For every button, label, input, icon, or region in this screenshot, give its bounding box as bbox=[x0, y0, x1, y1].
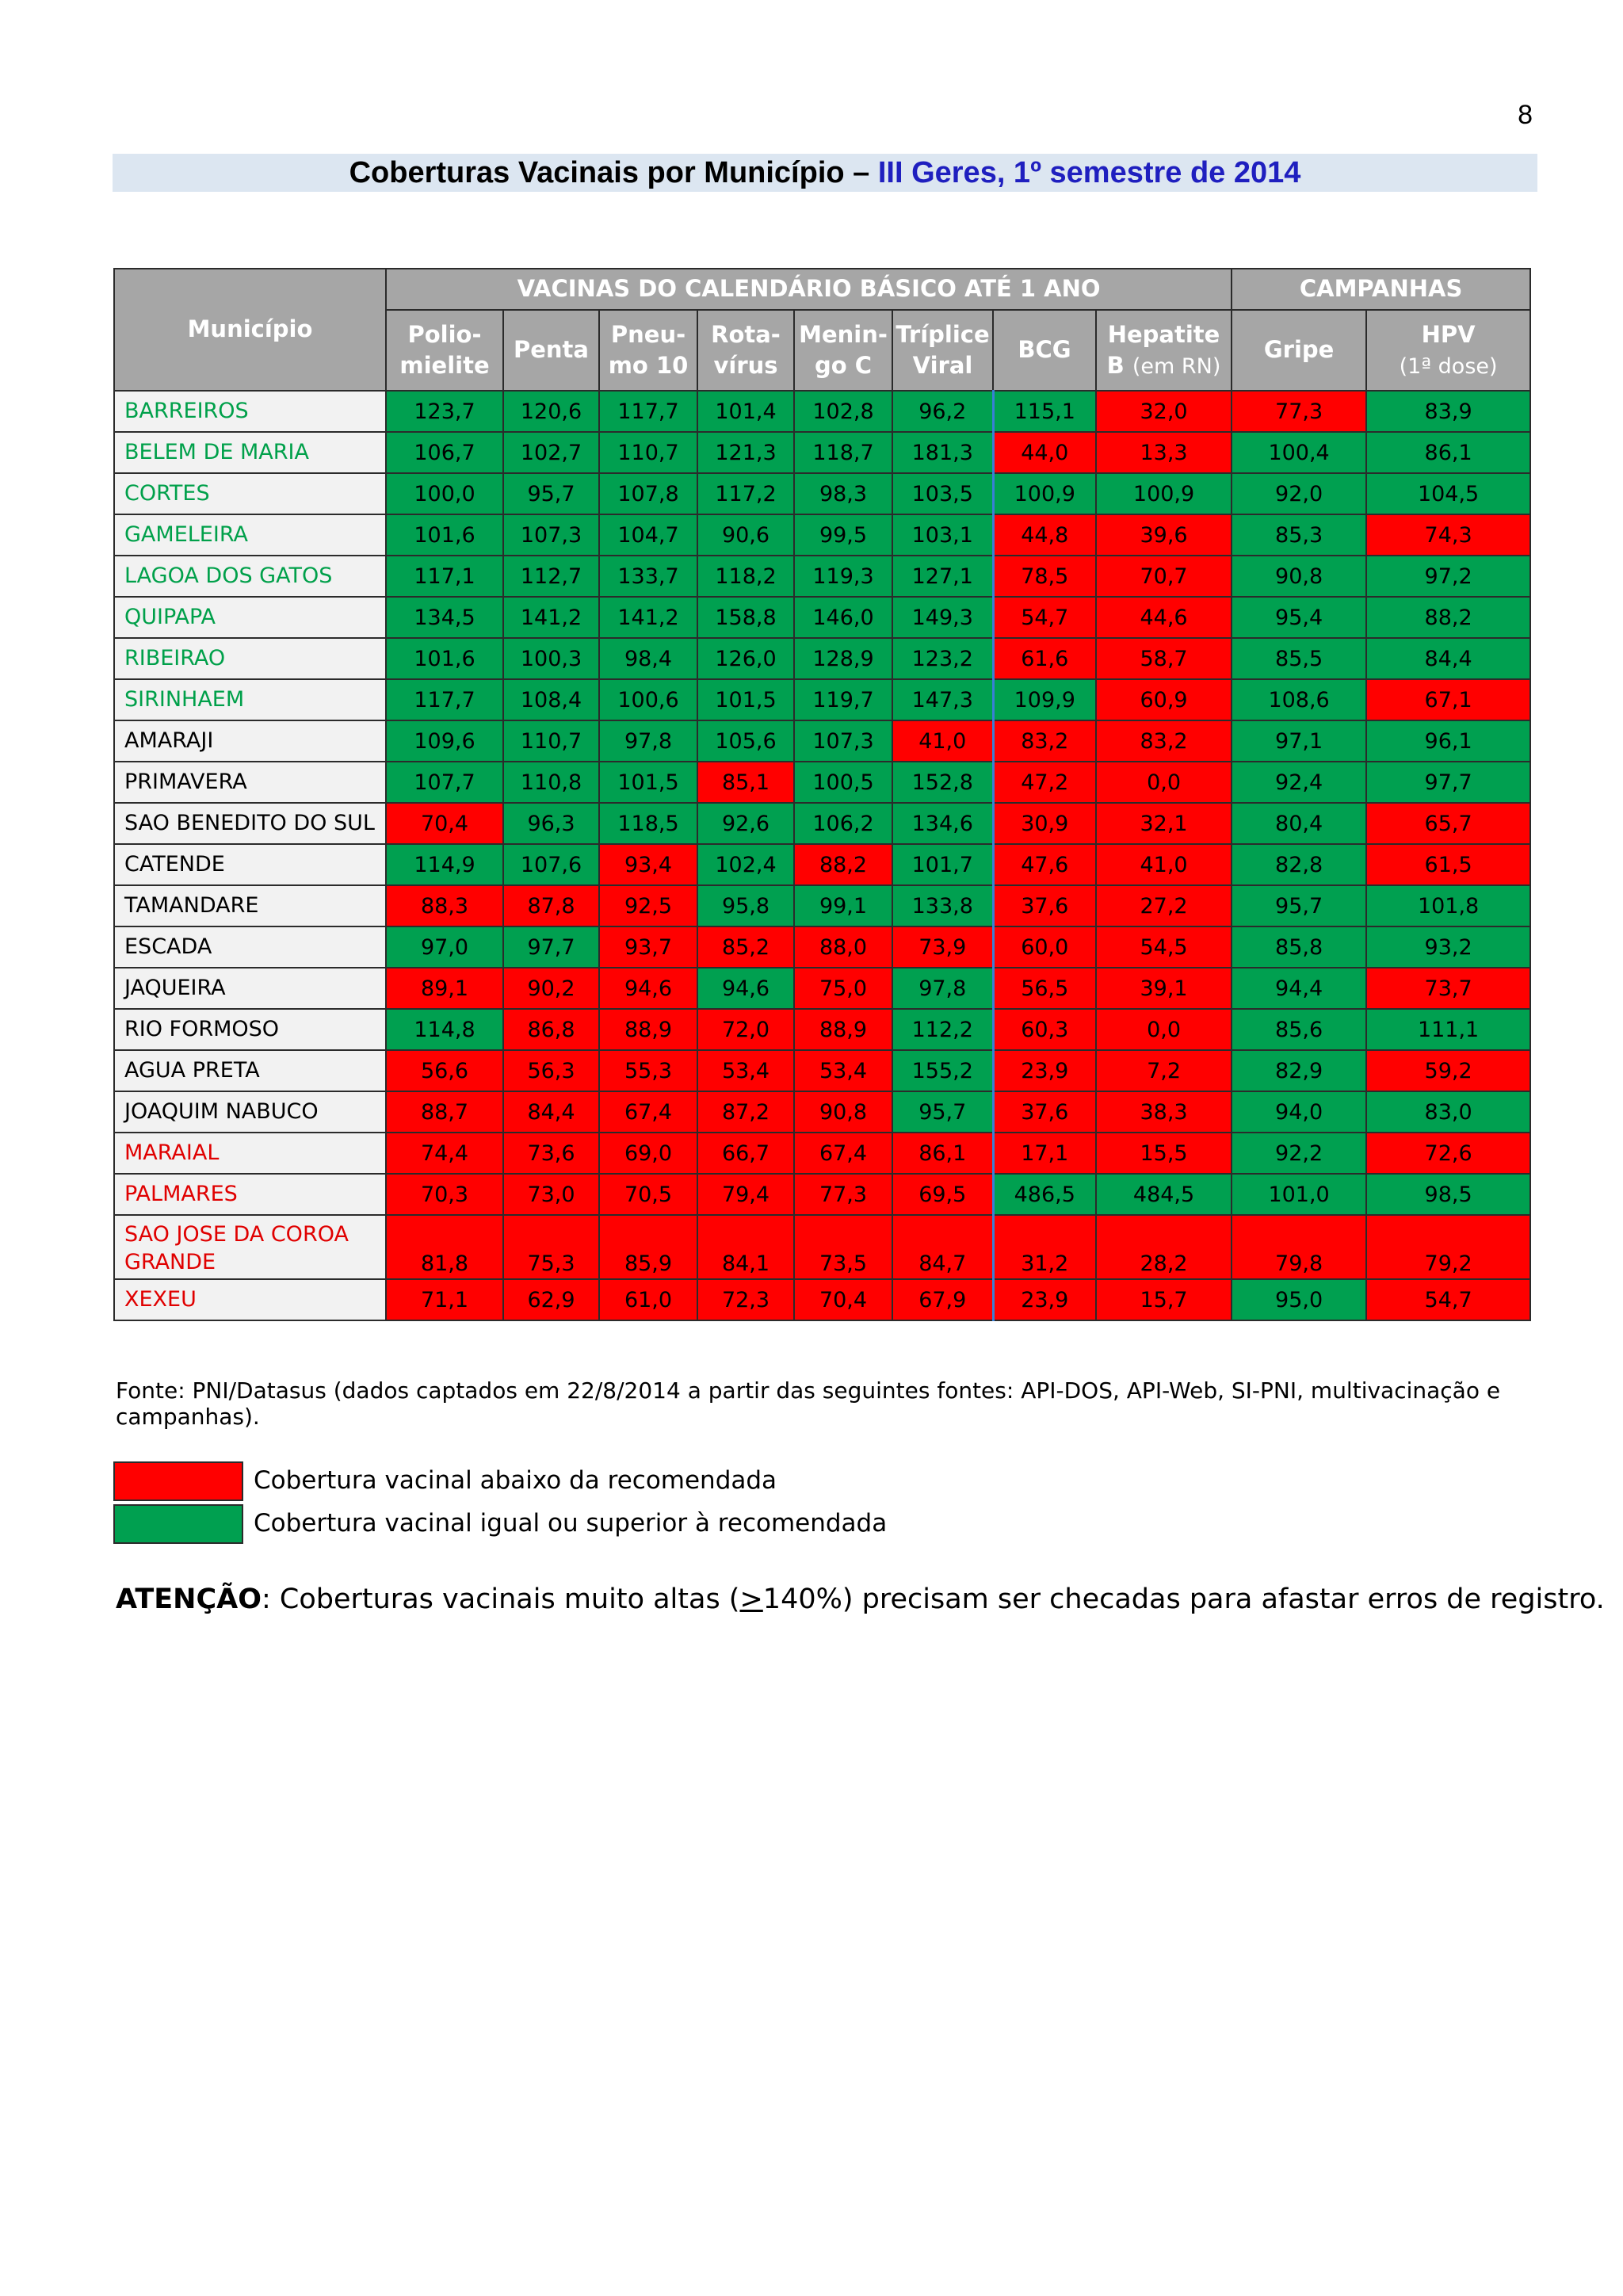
table-row bbox=[114, 1279, 1530, 1320]
municipio-name: CATENDE bbox=[114, 844, 386, 885]
coverage-cell: 74,4 bbox=[386, 1133, 503, 1174]
coverage-cell: 47,2 bbox=[993, 762, 1096, 803]
coverage-cell: 53,4 bbox=[697, 1050, 794, 1091]
coverage-cell: 141,2 bbox=[599, 597, 697, 638]
coverage-cell: 98,3 bbox=[794, 473, 892, 514]
coverage-cell: 152,8 bbox=[892, 762, 993, 803]
coverage-cell: 110,7 bbox=[599, 432, 697, 473]
coverage-cell: 73,6 bbox=[503, 1133, 599, 1174]
coverage-cell: 117,7 bbox=[386, 679, 503, 720]
coverage-cell: 79,2 bbox=[1366, 1215, 1530, 1279]
coverage-cell: 99,1 bbox=[794, 885, 892, 926]
table-body bbox=[114, 391, 1530, 1320]
coverage-cell: 82,9 bbox=[1232, 1050, 1366, 1091]
coverage-cell: 109,6 bbox=[386, 720, 503, 762]
coverage-cell: 85,2 bbox=[697, 926, 794, 968]
municipio-name: AMARAJI bbox=[114, 720, 386, 762]
municipio-name: JOAQUIM NABUCO bbox=[114, 1091, 386, 1133]
coverage-cell: 97,8 bbox=[892, 968, 993, 1009]
coverage-cell: 92,6 bbox=[697, 803, 794, 844]
coverage-cell: 72,6 bbox=[1366, 1133, 1530, 1174]
coverage-cell: 86,1 bbox=[892, 1133, 993, 1174]
table-row bbox=[114, 638, 1530, 679]
coverage-cell: 88,2 bbox=[794, 844, 892, 885]
table-row bbox=[114, 926, 1530, 968]
coverage-cell: 121,3 bbox=[697, 432, 794, 473]
coverage-cell: 88,7 bbox=[386, 1091, 503, 1133]
coverage-cell: 70,4 bbox=[794, 1279, 892, 1320]
coverage-cell: 101,6 bbox=[386, 638, 503, 679]
attention-label: ATENÇÃO bbox=[116, 1584, 262, 1615]
coverage-cell: 69,5 bbox=[892, 1174, 993, 1215]
coverage-cell: 114,9 bbox=[386, 844, 503, 885]
attention-symbol: > bbox=[739, 1584, 763, 1615]
coverage-cell: 83,2 bbox=[993, 720, 1096, 762]
coverage-cell: 101,5 bbox=[599, 762, 697, 803]
coverage-cell: 97,7 bbox=[503, 926, 599, 968]
header-meningo: Menin- go C bbox=[794, 310, 892, 391]
coverage-cell: 96,2 bbox=[892, 391, 993, 432]
coverage-cell: 128,9 bbox=[794, 638, 892, 679]
coverage-cell: 90,8 bbox=[794, 1091, 892, 1133]
coverage-cell: 0,0 bbox=[1096, 762, 1232, 803]
coverage-cell: 95,4 bbox=[1232, 597, 1366, 638]
table-row bbox=[114, 720, 1530, 762]
coverage-cell: 41,0 bbox=[892, 720, 993, 762]
coverage-cell: 15,7 bbox=[1096, 1279, 1232, 1320]
coverage-cell: 112,7 bbox=[503, 556, 599, 597]
coverage-cell: 47,6 bbox=[993, 844, 1096, 885]
coverage-cell: 56,3 bbox=[503, 1050, 599, 1091]
coverage-cell: 94,6 bbox=[697, 968, 794, 1009]
coverage-cell: 30,9 bbox=[993, 803, 1096, 844]
coverage-cell: 90,8 bbox=[1232, 556, 1366, 597]
coverage-cell: 54,7 bbox=[993, 597, 1096, 638]
coverage-cell: 92,5 bbox=[599, 885, 697, 926]
coverage-cell: 79,4 bbox=[697, 1174, 794, 1215]
coverage-cell: 75,0 bbox=[794, 968, 892, 1009]
coverage-cell: 96,1 bbox=[1366, 720, 1530, 762]
coverage-cell: 88,9 bbox=[599, 1009, 697, 1050]
municipio-name: SAO BENEDITO DO SUL bbox=[114, 803, 386, 844]
coverage-cell: 117,1 bbox=[386, 556, 503, 597]
coverage-cell: 70,3 bbox=[386, 1174, 503, 1215]
table-row bbox=[114, 473, 1530, 514]
coverage-cell: 111,1 bbox=[1366, 1009, 1530, 1050]
coverage-cell: 90,2 bbox=[503, 968, 599, 1009]
coverage-cell: 100,9 bbox=[1096, 473, 1232, 514]
table-row bbox=[114, 803, 1530, 844]
table-row bbox=[114, 885, 1530, 926]
coverage-cell: 92,0 bbox=[1232, 473, 1366, 514]
coverage-cell: 69,0 bbox=[599, 1133, 697, 1174]
header-bcg: BCG bbox=[993, 310, 1096, 391]
coverage-cell: 107,6 bbox=[503, 844, 599, 885]
coverage-cell: 93,2 bbox=[1366, 926, 1530, 968]
coverage-cell: 99,5 bbox=[794, 514, 892, 556]
title-part-2: III Geres, 1º semestre de 2014 bbox=[877, 156, 1301, 189]
municipio-name: ESCADA bbox=[114, 926, 386, 968]
table-row bbox=[114, 679, 1530, 720]
table-row bbox=[114, 1009, 1530, 1050]
coverage-cell: 118,7 bbox=[794, 432, 892, 473]
page-number: 8 bbox=[1518, 100, 1533, 130]
coverage-cell: 108,6 bbox=[1232, 679, 1366, 720]
coverage-cell: 53,4 bbox=[794, 1050, 892, 1091]
coverage-cell: 100,6 bbox=[599, 679, 697, 720]
coverage-cell: 56,6 bbox=[386, 1050, 503, 1091]
coverage-cell: 72,0 bbox=[697, 1009, 794, 1050]
coverage-cell: 95,7 bbox=[1232, 885, 1366, 926]
coverage-cell: 123,2 bbox=[892, 638, 993, 679]
coverage-cell: 39,6 bbox=[1096, 514, 1232, 556]
coverage-cell: 41,0 bbox=[1096, 844, 1232, 885]
coverage-cell: 59,2 bbox=[1366, 1050, 1530, 1091]
coverage-cell: 158,8 bbox=[697, 597, 794, 638]
coverage-cell: 87,8 bbox=[503, 885, 599, 926]
municipio-name: CORTES bbox=[114, 473, 386, 514]
coverage-cell: 155,2 bbox=[892, 1050, 993, 1091]
coverage-cell: 82,8 bbox=[1232, 844, 1366, 885]
table-row bbox=[114, 762, 1530, 803]
source-note: Fonte: PNI/Datasus (dados captados em 22/8/2014 a partir das seguintes fontes: API-DOS, API-Web, SI-PNI, multivacinação e campanhas). bbox=[116, 1377, 1501, 1430]
coverage-cell: 37,6 bbox=[993, 885, 1096, 926]
coverage-cell: 102,7 bbox=[503, 432, 599, 473]
coverage-cell: 119,3 bbox=[794, 556, 892, 597]
coverage-cell: 37,6 bbox=[993, 1091, 1096, 1133]
coverage-cell: 101,0 bbox=[1232, 1174, 1366, 1215]
table-row bbox=[114, 514, 1530, 556]
coverage-cell: 107,3 bbox=[503, 514, 599, 556]
coverage-cell: 94,6 bbox=[599, 968, 697, 1009]
table-row bbox=[114, 391, 1530, 432]
coverage-cell: 32,0 bbox=[1096, 391, 1232, 432]
coverage-cell: 147,3 bbox=[892, 679, 993, 720]
coverage-cell: 106,2 bbox=[794, 803, 892, 844]
coverage-cell: 101,6 bbox=[386, 514, 503, 556]
coverage-cell: 120,6 bbox=[503, 391, 599, 432]
legend-swatch-below bbox=[113, 1461, 243, 1501]
coverage-cell: 85,8 bbox=[1232, 926, 1366, 968]
coverage-cell: 60,9 bbox=[1096, 679, 1232, 720]
coverage-cell: 126,0 bbox=[697, 638, 794, 679]
coverage-cell: 93,7 bbox=[599, 926, 697, 968]
header-hepatite: Hepatite B (em RN) bbox=[1096, 310, 1232, 391]
table-row bbox=[114, 1050, 1530, 1091]
coverage-table bbox=[113, 268, 1531, 1321]
coverage-cell: 92,2 bbox=[1232, 1133, 1366, 1174]
coverage-cell: 54,5 bbox=[1096, 926, 1232, 968]
coverage-cell: 108,4 bbox=[503, 679, 599, 720]
coverage-cell: 110,8 bbox=[503, 762, 599, 803]
coverage-cell: 104,5 bbox=[1366, 473, 1530, 514]
coverage-cell: 81,8 bbox=[386, 1215, 503, 1279]
coverage-cell: 96,3 bbox=[503, 803, 599, 844]
coverage-cell: 100,5 bbox=[794, 762, 892, 803]
coverage-cell: 84,7 bbox=[892, 1215, 993, 1279]
coverage-cell: 181,3 bbox=[892, 432, 993, 473]
header-municipio: Município bbox=[114, 269, 386, 391]
coverage-cell: 87,2 bbox=[697, 1091, 794, 1133]
coverage-cell: 141,2 bbox=[503, 597, 599, 638]
coverage-cell: 70,7 bbox=[1096, 556, 1232, 597]
coverage-cell: 54,7 bbox=[1366, 1279, 1530, 1320]
coverage-cell: 93,4 bbox=[599, 844, 697, 885]
municipio-name: PRIMAVERA bbox=[114, 762, 386, 803]
header-poliomielite: Polio- mielite bbox=[386, 310, 503, 391]
coverage-cell: 79,8 bbox=[1232, 1215, 1366, 1279]
coverage-cell: 73,0 bbox=[503, 1174, 599, 1215]
header-triplice: Tríplice Viral bbox=[892, 310, 993, 391]
coverage-cell: 80,4 bbox=[1232, 803, 1366, 844]
municipio-name: QUIPAPA bbox=[114, 597, 386, 638]
coverage-cell: 97,7 bbox=[1366, 762, 1530, 803]
page-title bbox=[113, 154, 1537, 192]
coverage-cell: 101,8 bbox=[1366, 885, 1530, 926]
coverage-cell: 44,0 bbox=[993, 432, 1096, 473]
municipio-name: RIO FORMOSO bbox=[114, 1009, 386, 1050]
coverage-cell: 61,6 bbox=[993, 638, 1096, 679]
coverage-cell: 70,5 bbox=[599, 1174, 697, 1215]
attention-note: ATENÇÃO: Coberturas vacinais muito altas (>140%) precisam ser checadas para afastar erros de registro. bbox=[116, 1584, 1605, 1615]
header-group-campaigns: CAMPANHAS bbox=[1232, 269, 1530, 310]
coverage-cell: 86,8 bbox=[503, 1009, 599, 1050]
coverage-cell: 23,9 bbox=[993, 1050, 1096, 1091]
coverage-cell: 109,9 bbox=[993, 679, 1096, 720]
coverage-cell: 88,2 bbox=[1366, 597, 1530, 638]
coverage-cell: 101,4 bbox=[697, 391, 794, 432]
coverage-cell: 88,3 bbox=[386, 885, 503, 926]
coverage-cell: 61,0 bbox=[599, 1279, 697, 1320]
coverage-cell: 67,1 bbox=[1366, 679, 1530, 720]
header-rotavirus: Rota- vírus bbox=[697, 310, 794, 391]
municipio-name: LAGOA DOS GATOS bbox=[114, 556, 386, 597]
coverage-cell: 78,5 bbox=[993, 556, 1096, 597]
coverage-cell: 103,1 bbox=[892, 514, 993, 556]
coverage-cell: 134,6 bbox=[892, 803, 993, 844]
coverage-cell: 65,7 bbox=[1366, 803, 1530, 844]
coverage-cell: 100,4 bbox=[1232, 432, 1366, 473]
municipio-name: JAQUEIRA bbox=[114, 968, 386, 1009]
coverage-cell: 98,4 bbox=[599, 638, 697, 679]
title-part-1: Coberturas Vacinais por Município – bbox=[349, 156, 878, 189]
coverage-cell: 60,3 bbox=[993, 1009, 1096, 1050]
coverage-cell: 114,8 bbox=[386, 1009, 503, 1050]
coverage-cell: 94,0 bbox=[1232, 1091, 1366, 1133]
coverage-cell: 74,3 bbox=[1366, 514, 1530, 556]
coverage-cell: 102,8 bbox=[794, 391, 892, 432]
legend-swatch-above bbox=[113, 1504, 243, 1544]
coverage-cell: 67,4 bbox=[599, 1091, 697, 1133]
coverage-cell: 134,5 bbox=[386, 597, 503, 638]
header-penta: Penta bbox=[503, 310, 599, 391]
coverage-cell: 73,9 bbox=[892, 926, 993, 968]
municipio-name: SIRINHAEM bbox=[114, 679, 386, 720]
coverage-cell: 101,7 bbox=[892, 844, 993, 885]
coverage-cell: 102,4 bbox=[697, 844, 794, 885]
municipio-name: MARAIAL bbox=[114, 1133, 386, 1174]
table-row bbox=[114, 1174, 1530, 1215]
coverage-cell: 27,2 bbox=[1096, 885, 1232, 926]
coverage-cell: 117,2 bbox=[697, 473, 794, 514]
coverage-cell: 62,9 bbox=[503, 1279, 599, 1320]
coverage-cell: 95,8 bbox=[697, 885, 794, 926]
coverage-cell: 98,5 bbox=[1366, 1174, 1530, 1215]
coverage-cell: 97,0 bbox=[386, 926, 503, 968]
coverage-cell: 84,4 bbox=[503, 1091, 599, 1133]
coverage-cell: 97,1 bbox=[1232, 720, 1366, 762]
coverage-cell: 85,6 bbox=[1232, 1009, 1366, 1050]
coverage-cell: 17,1 bbox=[993, 1133, 1096, 1174]
coverage-cell: 101,5 bbox=[697, 679, 794, 720]
coverage-cell: 44,8 bbox=[993, 514, 1096, 556]
coverage-cell: 97,8 bbox=[599, 720, 697, 762]
coverage-cell: 95,7 bbox=[503, 473, 599, 514]
coverage-cell: 119,7 bbox=[794, 679, 892, 720]
coverage-cell: 118,5 bbox=[599, 803, 697, 844]
coverage-cell: 118,2 bbox=[697, 556, 794, 597]
coverage-cell: 31,2 bbox=[993, 1215, 1096, 1279]
coverage-cell: 55,3 bbox=[599, 1050, 697, 1091]
coverage-cell: 73,5 bbox=[794, 1215, 892, 1279]
coverage-cell: 104,7 bbox=[599, 514, 697, 556]
coverage-cell: 107,3 bbox=[794, 720, 892, 762]
coverage-cell: 149,3 bbox=[892, 597, 993, 638]
coverage-cell: 60,0 bbox=[993, 926, 1096, 968]
coverage-cell: 117,7 bbox=[599, 391, 697, 432]
coverage-cell: 7,2 bbox=[1096, 1050, 1232, 1091]
municipio-name: RIBEIRAO bbox=[114, 638, 386, 679]
coverage-cell: 66,7 bbox=[697, 1133, 794, 1174]
coverage-cell: 86,1 bbox=[1366, 432, 1530, 473]
coverage-cell: 58,7 bbox=[1096, 638, 1232, 679]
coverage-cell: 94,4 bbox=[1232, 968, 1366, 1009]
coverage-cell: 95,7 bbox=[892, 1091, 993, 1133]
coverage-cell: 38,3 bbox=[1096, 1091, 1232, 1133]
municipio-name: TAMANDARE bbox=[114, 885, 386, 926]
coverage-cell: 115,1 bbox=[993, 391, 1096, 432]
coverage-cell: 83,0 bbox=[1366, 1091, 1530, 1133]
legend-label-below: Cobertura vacinal abaixo da recomendada bbox=[254, 1466, 777, 1495]
coverage-cell: 44,6 bbox=[1096, 597, 1232, 638]
table-row bbox=[114, 1133, 1530, 1174]
municipio-name: SAO JOSE DA COROA GRANDE bbox=[114, 1215, 386, 1279]
municipio-name: BARREIROS bbox=[114, 391, 386, 432]
coverage-cell: 67,4 bbox=[794, 1133, 892, 1174]
table-row bbox=[114, 597, 1530, 638]
coverage-cell: 84,4 bbox=[1366, 638, 1530, 679]
coverage-cell: 71,1 bbox=[386, 1279, 503, 1320]
coverage-cell: 106,7 bbox=[386, 432, 503, 473]
coverage-cell: 486,5 bbox=[993, 1174, 1096, 1215]
municipio-name: BELEM DE MARIA bbox=[114, 432, 386, 473]
coverage-cell: 85,9 bbox=[599, 1215, 697, 1279]
coverage-cell: 88,0 bbox=[794, 926, 892, 968]
coverage-cell: 72,3 bbox=[697, 1279, 794, 1320]
coverage-cell: 0,0 bbox=[1096, 1009, 1232, 1050]
coverage-cell: 73,7 bbox=[1366, 968, 1530, 1009]
table-row bbox=[114, 844, 1530, 885]
coverage-cell: 133,8 bbox=[892, 885, 993, 926]
coverage-cell: 146,0 bbox=[794, 597, 892, 638]
coverage-cell: 84,1 bbox=[697, 1215, 794, 1279]
coverage-cell: 100,9 bbox=[993, 473, 1096, 514]
coverage-cell: 56,5 bbox=[993, 968, 1096, 1009]
coverage-cell: 97,2 bbox=[1366, 556, 1530, 597]
coverage-cell: 85,3 bbox=[1232, 514, 1366, 556]
coverage-cell: 484,5 bbox=[1096, 1174, 1232, 1215]
coverage-cell: 28,2 bbox=[1096, 1215, 1232, 1279]
coverage-cell: 85,5 bbox=[1232, 638, 1366, 679]
coverage-cell: 105,6 bbox=[697, 720, 794, 762]
municipio-name: GAMELEIRA bbox=[114, 514, 386, 556]
coverage-cell: 112,2 bbox=[892, 1009, 993, 1050]
coverage-cell: 123,7 bbox=[386, 391, 503, 432]
coverage-cell: 13,3 bbox=[1096, 432, 1232, 473]
header-pneumo: Pneu- mo 10 bbox=[599, 310, 697, 391]
coverage-cell: 77,3 bbox=[1232, 391, 1366, 432]
municipio-name: PALMARES bbox=[114, 1174, 386, 1215]
coverage-cell: 107,7 bbox=[386, 762, 503, 803]
coverage-cell: 92,4 bbox=[1232, 762, 1366, 803]
legend-label-above: Cobertura vacinal igual ou superior à recomendada bbox=[254, 1509, 888, 1538]
coverage-cell: 85,1 bbox=[697, 762, 794, 803]
coverage-cell: 32,1 bbox=[1096, 803, 1232, 844]
coverage-cell: 83,9 bbox=[1366, 391, 1530, 432]
coverage-cell: 15,5 bbox=[1096, 1133, 1232, 1174]
coverage-cell: 88,9 bbox=[794, 1009, 892, 1050]
coverage-cell: 23,9 bbox=[993, 1279, 1096, 1320]
coverage-cell: 127,1 bbox=[892, 556, 993, 597]
coverage-cell: 89,1 bbox=[386, 968, 503, 1009]
coverage-cell: 103,5 bbox=[892, 473, 993, 514]
header-hpv: HPV (1ª dose) bbox=[1366, 310, 1530, 391]
coverage-cell: 77,3 bbox=[794, 1174, 892, 1215]
coverage-cell: 61,5 bbox=[1366, 844, 1530, 885]
table-row bbox=[114, 556, 1530, 597]
coverage-cell: 83,2 bbox=[1096, 720, 1232, 762]
municipio-name: AGUA PRETA bbox=[114, 1050, 386, 1091]
coverage-cell: 70,4 bbox=[386, 803, 503, 844]
municipio-name: XEXEU bbox=[114, 1279, 386, 1320]
coverage-cell: 90,6 bbox=[697, 514, 794, 556]
table-row bbox=[114, 432, 1530, 473]
table-row bbox=[114, 1091, 1530, 1133]
header-group-basic: VACINAS DO CALENDÁRIO BÁSICO ATÉ 1 ANO bbox=[386, 269, 1232, 310]
coverage-cell: 107,8 bbox=[599, 473, 697, 514]
coverage-cell: 95,0 bbox=[1232, 1279, 1366, 1320]
coverage-cell: 100,3 bbox=[503, 638, 599, 679]
table-row bbox=[114, 968, 1530, 1009]
coverage-cell: 110,7 bbox=[503, 720, 599, 762]
coverage-cell: 67,9 bbox=[892, 1279, 993, 1320]
table-row bbox=[114, 1215, 1530, 1279]
coverage-cell: 100,0 bbox=[386, 473, 503, 514]
coverage-cell: 39,1 bbox=[1096, 968, 1232, 1009]
coverage-cell: 75,3 bbox=[503, 1215, 599, 1279]
header-gripe: Gripe bbox=[1232, 310, 1366, 391]
coverage-cell: 133,7 bbox=[599, 556, 697, 597]
